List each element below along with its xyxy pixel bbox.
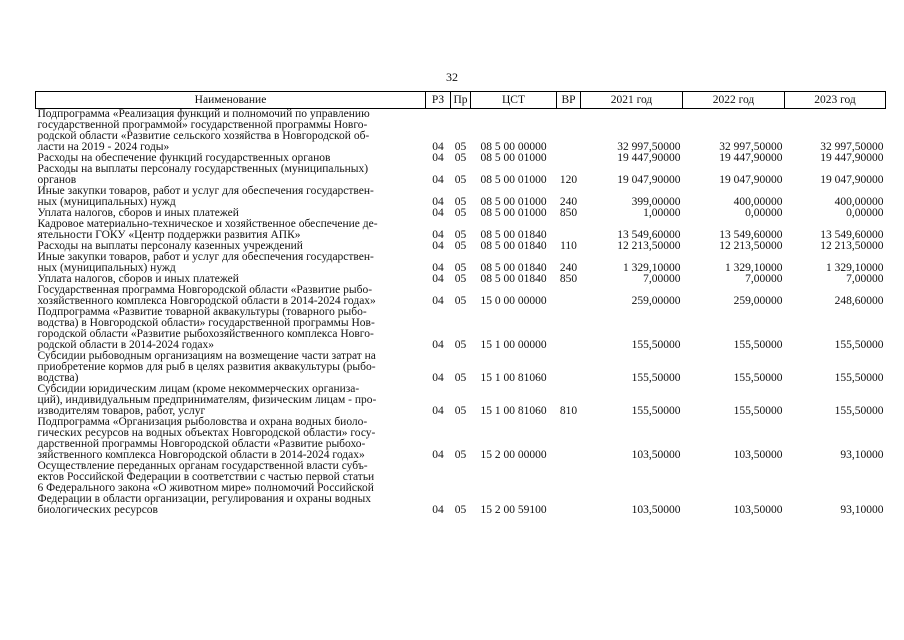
row-name-line: биологических ресурсов bbox=[37, 504, 158, 516]
row-name bbox=[36, 285, 426, 307]
row-pr: 05 bbox=[454, 229, 467, 241]
row-name bbox=[36, 219, 426, 241]
row-amount-2022: 19 447,90000 bbox=[719, 152, 783, 164]
row-rz: 04 bbox=[432, 262, 444, 274]
row-vr bbox=[557, 285, 581, 307]
row-amount-2023: 13 549,60000 bbox=[820, 229, 884, 241]
row-cst: 15 2 00 00000 bbox=[480, 449, 547, 461]
row-amount-2023: 0,00000 bbox=[846, 207, 884, 219]
row-vr: 240 bbox=[559, 262, 578, 274]
row-name-line: Осуществление переданных органам государственной власти субъ- bbox=[37, 460, 368, 472]
row-cst: 08 5 00 01840 bbox=[480, 240, 547, 252]
header-name: Наименование bbox=[36, 92, 426, 109]
row-rz: 04 bbox=[432, 273, 444, 285]
row-vr: 850 bbox=[559, 273, 578, 285]
row-rz: 04 bbox=[432, 152, 444, 164]
row-name-line: Иные закупки товаров, работ и услуг для обеспечения государствен- bbox=[37, 251, 374, 263]
row-name-line: приобретение кормов для рыб в целях развития аквакультуры (рыбо- bbox=[37, 361, 376, 373]
row-name-line: Субсидии юридическим лицам (кроме некоммерческих организа- bbox=[37, 383, 360, 395]
row-name-line: Уплата налогов, сборов и иных платежей bbox=[37, 207, 239, 219]
row-amount-2021: 19 047,90000 bbox=[617, 174, 681, 186]
header-pr: Пр bbox=[451, 92, 471, 109]
row-amount-2022: 7,00000 bbox=[745, 273, 783, 285]
row-name-line: Уплата налогов, сборов и иных платежей bbox=[37, 273, 239, 285]
row-name-line: ектов Российской Федерации в соответствии с частью первой статьи bbox=[37, 471, 375, 483]
row-amount-2022: 259,00000 bbox=[733, 295, 783, 307]
row-pr: 05 bbox=[454, 262, 467, 274]
row-vr: 850 bbox=[559, 207, 578, 219]
row-cst: 08 5 00 01000 bbox=[480, 207, 547, 219]
header-2022: 2022 год bbox=[683, 92, 785, 109]
row-name-line: водства) в Новгородской области» государственной программы Нов- bbox=[37, 317, 375, 329]
row-vr: 120 bbox=[559, 174, 578, 186]
row-amount-2023: 1 329,10000 bbox=[826, 262, 884, 274]
row-name-line: Расходы на выплаты персоналу государственных (муниципальных) bbox=[37, 163, 369, 175]
row-vr bbox=[557, 219, 581, 241]
row-name-line: Расходы на обеспечение функций государственных органов bbox=[37, 152, 331, 164]
row-vr bbox=[557, 461, 581, 516]
row-vr: 810 bbox=[559, 405, 578, 417]
row-rz: 04 bbox=[432, 229, 444, 241]
row-name bbox=[36, 417, 426, 461]
row-amount-2022: 1 329,10000 bbox=[725, 262, 783, 274]
row-name-line: Подпрограмма «Развитие товарной аквакультуры (товарного рыбо- bbox=[37, 306, 367, 318]
row-name-line: родской области «Развитие сельского хозяйства в Новгородской об- bbox=[37, 130, 370, 142]
row-name bbox=[36, 252, 426, 274]
row-amount-2021: 19 447,90000 bbox=[617, 152, 681, 164]
row-rz: 04 bbox=[432, 295, 444, 307]
row-vr bbox=[557, 307, 581, 351]
row-name-line: водства) bbox=[37, 372, 79, 384]
table-row bbox=[36, 164, 886, 186]
row-amount-2023: 7,00000 bbox=[846, 273, 884, 285]
row-pr: 05 bbox=[454, 240, 467, 252]
row-pr: 05 bbox=[454, 196, 467, 208]
row-amount-2023: 400,00000 bbox=[834, 196, 884, 208]
row-pr: 05 bbox=[454, 273, 467, 285]
row-name bbox=[36, 186, 426, 208]
row-cst: 15 1 00 81060 bbox=[480, 405, 547, 417]
row-name-line: Кадровое материально-техническое и хозяйственное обеспечение де- bbox=[37, 218, 378, 230]
table-row bbox=[36, 219, 886, 241]
row-amount-2021: 1 329,10000 bbox=[623, 262, 681, 274]
row-name bbox=[36, 351, 426, 384]
budget-table bbox=[35, 91, 886, 516]
row-vr: 240 bbox=[559, 196, 578, 208]
row-pr: 05 bbox=[454, 504, 467, 516]
row-name-line: ций), индивидуальным предпринимателям, физическим лицам - про- bbox=[37, 394, 377, 406]
row-amount-2022: 155,50000 bbox=[733, 405, 783, 417]
table-row bbox=[36, 417, 886, 461]
row-rz: 04 bbox=[432, 372, 444, 384]
table-row bbox=[36, 285, 886, 307]
row-name-line: Государственная программа Новгородской области «Развитие рыбо- bbox=[37, 284, 373, 296]
row-amount-2023: 19 047,90000 bbox=[820, 174, 884, 186]
header-vr: ВР bbox=[557, 92, 581, 109]
header-cst: ЦСТ bbox=[471, 92, 557, 109]
row-cst: 15 0 00 00000 bbox=[480, 295, 547, 307]
row-amount-2023: 12 213,50000 bbox=[820, 240, 884, 252]
table-row bbox=[36, 307, 886, 351]
row-cst: 08 5 00 01000 bbox=[480, 152, 547, 164]
row-name-line: зяйственного комплекса Новгородской области в 2014-2024 годах» bbox=[37, 449, 365, 461]
row-name-line: Подпрограмма «Реализация функций и полномочий по управлению bbox=[37, 108, 370, 120]
table-body bbox=[36, 109, 886, 517]
row-cst: 15 1 00 81060 bbox=[480, 372, 547, 384]
row-cst: 08 5 00 01000 bbox=[480, 174, 547, 186]
row-vr: 110 bbox=[560, 240, 577, 252]
row-rz: 04 bbox=[432, 196, 444, 208]
row-amount-2023: 32 997,50000 bbox=[820, 141, 884, 153]
row-name bbox=[36, 109, 426, 154]
row-name-line: государственной программой» государственной программы Новго- bbox=[37, 119, 368, 131]
row-pr: 05 bbox=[454, 152, 467, 164]
row-name-line: хозяйственного комплекса Новгородской области в 2014-2024 годах» bbox=[37, 295, 376, 307]
row-name-line: Федерации в области организации, регулирования и охраны водных bbox=[37, 493, 371, 505]
row-cst: 08 5 00 01840 bbox=[480, 262, 547, 274]
row-amount-2021: 7,00000 bbox=[643, 273, 681, 285]
row-amount-2021: 155,50000 bbox=[631, 405, 681, 417]
row-amount-2022: 32 997,50000 bbox=[719, 141, 783, 153]
row-name-line: ятельности ГОКУ «Центр поддержки развития АПК» bbox=[37, 229, 301, 241]
row-name-line: Иные закупки товаров, работ и услуг для обеспечения государствен- bbox=[37, 185, 374, 197]
table-row bbox=[36, 461, 886, 516]
row-amount-2021: 399,00000 bbox=[631, 196, 681, 208]
table-row bbox=[36, 384, 886, 417]
row-name-line: Подпрограмма «Организация рыболовства и охрана водных биоло- bbox=[37, 416, 368, 428]
table-row bbox=[36, 186, 886, 208]
row-name bbox=[36, 164, 426, 186]
row-amount-2021: 155,50000 bbox=[631, 339, 681, 351]
row-amount-2022: 103,50000 bbox=[733, 504, 783, 516]
row-name bbox=[36, 461, 426, 516]
table-row bbox=[36, 252, 886, 274]
row-pr: 05 bbox=[454, 295, 467, 307]
row-amount-2022: 155,50000 bbox=[733, 372, 783, 384]
table-row bbox=[36, 351, 886, 384]
row-name-line: ных (муниципальных) нужд bbox=[37, 262, 176, 274]
row-vr bbox=[557, 417, 581, 461]
row-name bbox=[36, 384, 426, 417]
row-amount-2022: 12 213,50000 bbox=[719, 240, 783, 252]
row-vr bbox=[557, 351, 581, 384]
row-cst: 08 5 00 01840 bbox=[480, 273, 547, 285]
row-cst: 08 5 00 01840 bbox=[480, 229, 547, 241]
row-amount-2023: 93,10000 bbox=[840, 449, 884, 461]
row-amount-2021: 103,50000 bbox=[631, 504, 681, 516]
row-name-line: изводителям товаров, работ, услуг bbox=[37, 405, 206, 417]
row-amount-2022: 13 549,60000 bbox=[719, 229, 783, 241]
row-name-line: гических ресурсов на водных объектах Новгородской области» госу- bbox=[37, 427, 376, 439]
row-amount-2022: 400,00000 bbox=[733, 196, 783, 208]
row-amount-2021: 1,00000 bbox=[643, 207, 681, 219]
row-name-line: ных (муниципальных) нужд bbox=[37, 196, 176, 208]
row-cst: 15 1 00 00000 bbox=[480, 339, 547, 351]
row-amount-2021: 12 213,50000 bbox=[617, 240, 681, 252]
row-amount-2021: 155,50000 bbox=[631, 372, 681, 384]
row-amount-2022: 155,50000 bbox=[733, 339, 783, 351]
row-rz: 04 bbox=[432, 174, 444, 186]
row-name bbox=[36, 307, 426, 351]
table-header-row bbox=[36, 92, 886, 109]
row-name-line: городской области «Развитие рыбохозяйственного комплекса Новго- bbox=[37, 328, 374, 340]
row-vr bbox=[557, 153, 581, 164]
row-rz: 04 bbox=[432, 207, 444, 219]
row-amount-2021: 103,50000 bbox=[631, 449, 681, 461]
page-number: 32 bbox=[446, 70, 458, 84]
row-amount-2023: 248,60000 bbox=[834, 295, 884, 307]
row-amount-2023: 155,50000 bbox=[834, 405, 884, 417]
row-amount-2023: 155,50000 bbox=[834, 339, 884, 351]
header-2023: 2023 год bbox=[785, 92, 886, 109]
row-rz: 04 bbox=[432, 405, 444, 417]
row-amount-2021: 32 997,50000 bbox=[617, 141, 681, 153]
row-amount-2023: 93,10000 bbox=[840, 504, 884, 516]
row-vr bbox=[557, 109, 581, 154]
row-pr: 05 bbox=[454, 141, 467, 153]
row-amount-2021: 13 549,60000 bbox=[617, 229, 681, 241]
row-amount-2022: 103,50000 bbox=[733, 449, 783, 461]
header-2021: 2021 год bbox=[581, 92, 683, 109]
row-name-line: 6 Федерального закона «О животном мире» полномочий Российской bbox=[37, 482, 374, 494]
row-pr: 05 bbox=[454, 207, 467, 219]
row-rz: 04 bbox=[432, 240, 444, 252]
row-cst: 08 5 00 01000 bbox=[480, 196, 547, 208]
row-rz: 04 bbox=[432, 504, 444, 516]
row-name-line: органов bbox=[37, 174, 77, 186]
row-rz: 04 bbox=[432, 449, 444, 461]
header-rz: РЗ bbox=[426, 92, 451, 109]
row-name-line: ласти на 2019 - 2024 годы» bbox=[37, 141, 170, 153]
row-name-line: Субсидии рыбоводным организациям на возмещение части затрат на bbox=[37, 350, 376, 362]
row-amount-2022: 19 047,90000 bbox=[719, 174, 783, 186]
row-name-line: Расходы на выплаты персоналу казенных учреждений bbox=[37, 240, 303, 252]
row-pr: 05 bbox=[454, 405, 467, 417]
table-row bbox=[36, 109, 886, 154]
row-name-line: дарственной программы Новгородской области «Развитие рыбохо- bbox=[37, 438, 366, 450]
row-name-line: родской области в 2014-2024 годах» bbox=[37, 339, 215, 351]
row-pr: 05 bbox=[454, 339, 467, 351]
row-pr: 05 bbox=[454, 174, 467, 186]
row-amount-2023: 19 447,90000 bbox=[820, 152, 884, 164]
row-cst: 15 2 00 59100 bbox=[480, 504, 547, 516]
row-pr: 05 bbox=[454, 449, 467, 461]
row-amount-2021: 259,00000 bbox=[631, 295, 681, 307]
row-cst: 08 5 00 00000 bbox=[480, 141, 547, 153]
row-rz: 04 bbox=[432, 141, 444, 153]
row-amount-2022: 0,00000 bbox=[745, 207, 783, 219]
row-amount-2023: 155,50000 bbox=[834, 372, 884, 384]
row-rz: 04 bbox=[432, 339, 444, 351]
row-pr: 05 bbox=[454, 372, 467, 384]
